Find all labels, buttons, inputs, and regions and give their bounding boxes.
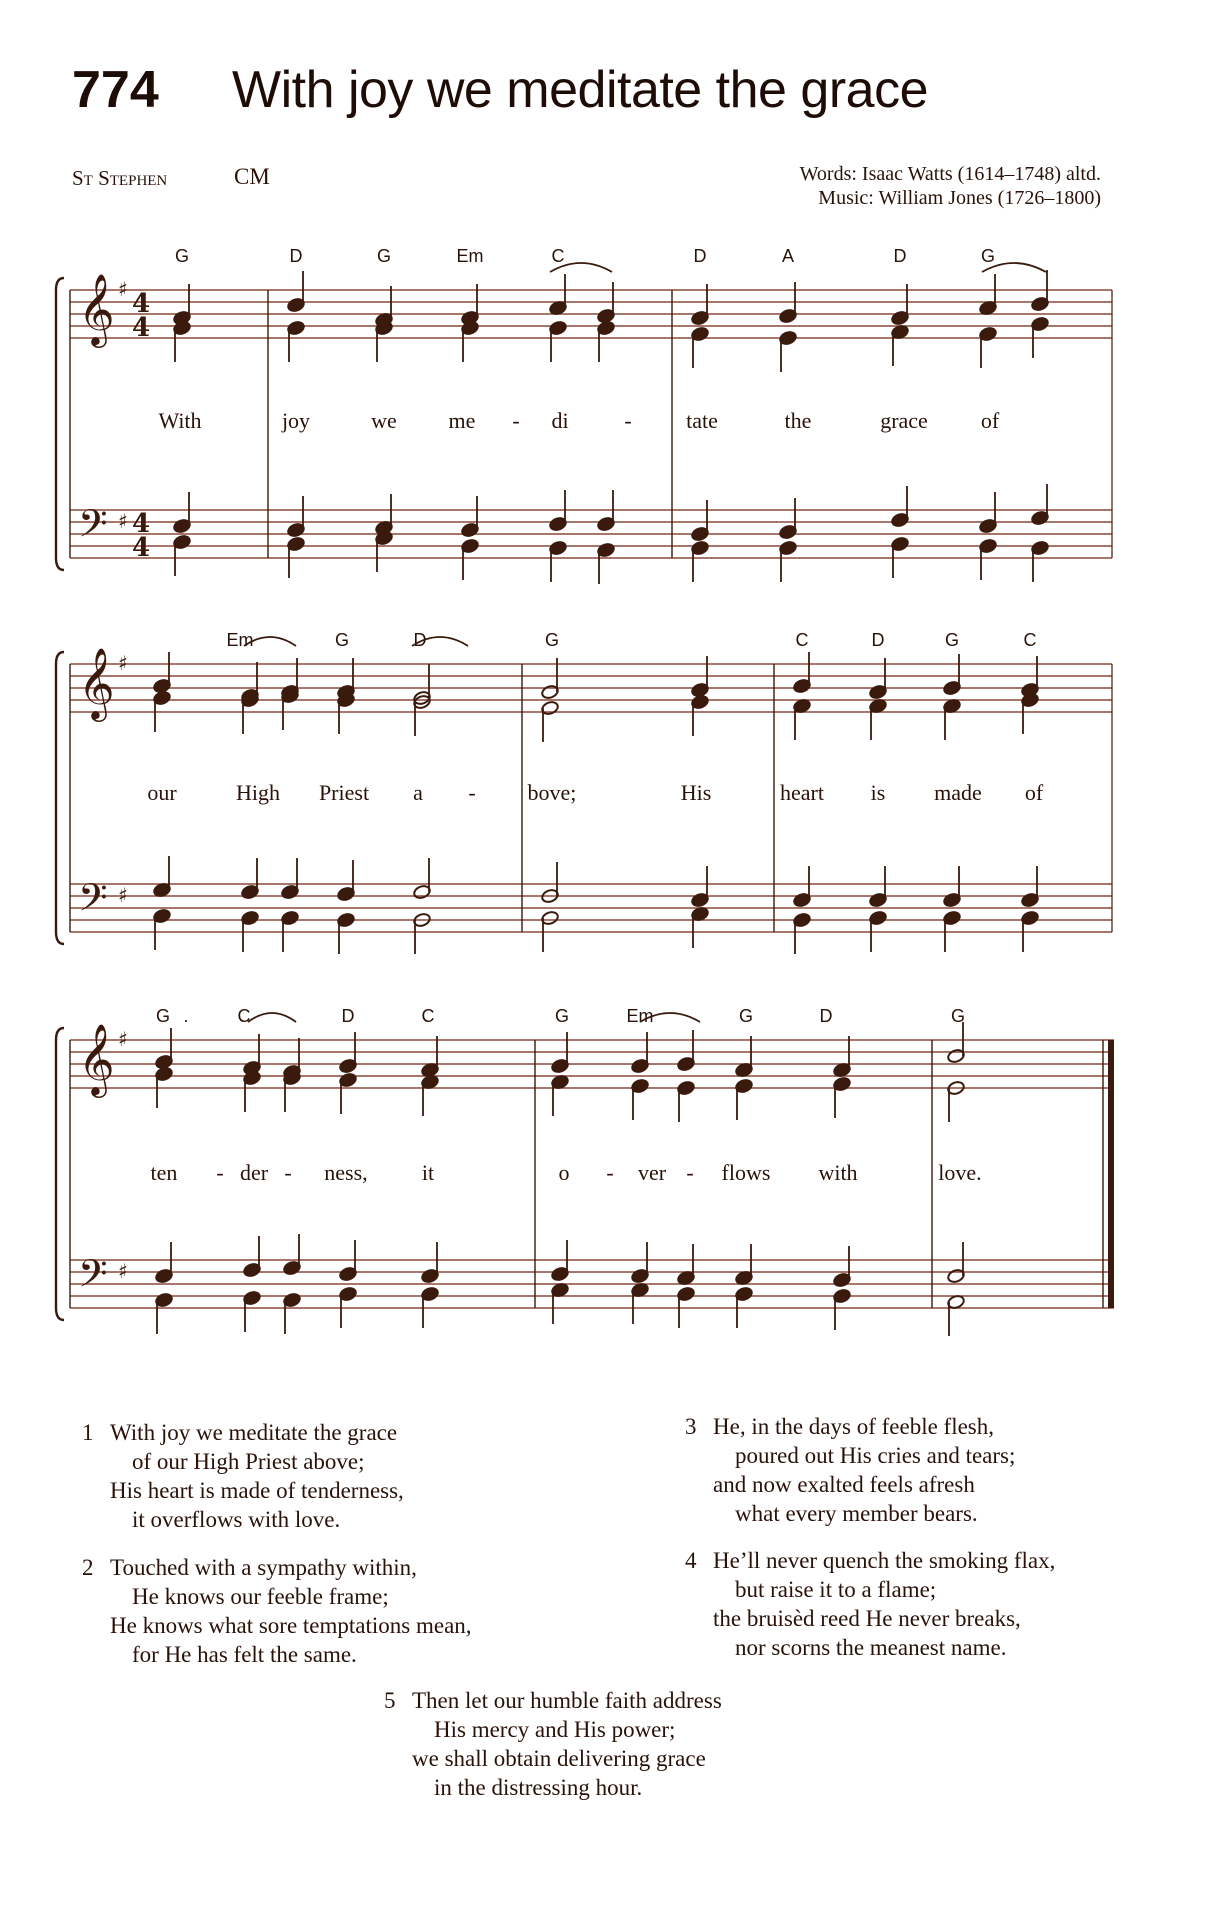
- verse-line: but raise it to a flame;: [735, 1577, 937, 1602]
- verse-line: of our High Priest above;: [132, 1449, 365, 1474]
- bass-clef-icon: 𝄢: [78, 1251, 108, 1305]
- chord-symbol: G: [980, 246, 996, 266]
- system-bracket: [56, 652, 64, 944]
- verse-line: poured out His cries and tears;: [735, 1443, 1016, 1468]
- chord-symbol: G: [334, 630, 350, 650]
- verse-line: His mercy and His power;: [434, 1717, 676, 1742]
- verse-line: He knows what sore temptations mean,: [110, 1613, 472, 1638]
- final-thick-barline: [1108, 1040, 1114, 1308]
- chord-symbol: C: [795, 630, 809, 650]
- meter: CM: [234, 164, 270, 189]
- verse-number: 5: [384, 1688, 396, 1713]
- verse-line: in the distressing hour.: [434, 1775, 643, 1800]
- verse-1: [82, 1418, 404, 1534]
- verse-line: He’ll never quench the smoking flax,: [713, 1548, 1056, 1573]
- verse-line: for He has felt the same.: [132, 1642, 357, 1667]
- treble-clef-icon: 𝄞: [78, 646, 115, 719]
- verse-line: Touched with a sympathy within,: [110, 1555, 417, 1580]
- verse-number: 3: [685, 1414, 697, 1439]
- verse-line: nor scorns the meanest name.: [735, 1635, 1007, 1660]
- music-credit: Music: William Jones (1726–1800): [818, 187, 1101, 209]
- time-signature: 4: [132, 313, 151, 343]
- chord-symbol: C: [551, 246, 565, 266]
- lyric-syllable: -: [512, 408, 520, 433]
- lyric-syllable: me: [448, 408, 476, 433]
- hymn-title: With joy we meditate the grace: [232, 61, 928, 119]
- chord-symbol: G: [950, 1006, 966, 1026]
- verse-line: His heart is made of tenderness,: [110, 1478, 404, 1503]
- verse-number: 1: [82, 1420, 94, 1445]
- verse-line: He, in the days of feeble flesh,: [713, 1414, 995, 1439]
- bass-clef-icon: 𝄢: [78, 501, 108, 555]
- chord-symbol: D: [819, 1006, 833, 1026]
- slur: [248, 1013, 296, 1022]
- verse-number: 2: [82, 1555, 94, 1580]
- chord-symbol: D: [871, 630, 885, 650]
- verse-4: [685, 1546, 1056, 1662]
- verse-line: what every member bears.: [735, 1501, 978, 1526]
- lyric-syllable: tate: [686, 408, 718, 433]
- chord-symbol: Em: [626, 1006, 654, 1026]
- verse-line: He knows our feeble frame;: [132, 1584, 389, 1609]
- lyric-syllable: is: [870, 780, 886, 805]
- verse-line: With joy we meditate the grace: [110, 1420, 398, 1445]
- system-bracket: [56, 1028, 64, 1320]
- key-signature-sharp-icon: ♯: [118, 883, 128, 907]
- lyric-syllable: ness,: [324, 1160, 368, 1185]
- treble-clef-icon: 𝄞: [78, 1022, 115, 1095]
- chord-symbol: C: [421, 1006, 435, 1026]
- lyric-syllable: High: [236, 780, 280, 805]
- key-signature-sharp-icon: ♯: [118, 509, 128, 533]
- lyric-syllable: of: [980, 408, 1000, 433]
- chord-symbol: D: [413, 630, 427, 650]
- lyric-syllable: -: [284, 1160, 292, 1185]
- lyric-syllable: a: [413, 780, 423, 805]
- lyric-syllable: -: [216, 1160, 224, 1185]
- verse-line: we shall obtain delivering grace: [412, 1746, 706, 1771]
- lyric-syllable: His: [680, 780, 712, 805]
- lyric-syllable: flows: [721, 1160, 771, 1185]
- treble-clef-icon: 𝄞: [78, 272, 115, 345]
- chord-symbol: D: [289, 246, 303, 266]
- lyric-syllable: we: [371, 408, 397, 433]
- chord-symbol: G: [544, 630, 560, 650]
- lyric-syllable: ten: [150, 1160, 178, 1185]
- chord-symbol: A: [781, 246, 795, 266]
- lyric-syllable: made: [934, 780, 982, 805]
- verse-line: and now exalted feels afresh: [713, 1472, 975, 1497]
- chord-symbol: G: [944, 630, 960, 650]
- key-signature-sharp-icon: ♯: [118, 1259, 128, 1283]
- verse-5: [384, 1686, 722, 1802]
- lyric-syllable: love.: [938, 1160, 982, 1185]
- lyric-syllable: bove;: [527, 780, 577, 805]
- chord-symbol: Em: [456, 246, 484, 266]
- lyric-syllable: joy: [281, 408, 311, 433]
- lyric-syllable: -: [468, 780, 476, 805]
- lyric-syllable: ver: [637, 1160, 667, 1185]
- verse-3: [685, 1412, 1016, 1528]
- chord-symbol: G: [376, 246, 392, 266]
- hymn-number: 774: [72, 61, 159, 119]
- chord-symbol: G: [155, 1006, 171, 1026]
- lyric-syllable: -: [686, 1160, 694, 1185]
- time-signature: 4: [132, 509, 151, 539]
- lyric-syllable: our: [147, 780, 177, 805]
- key-signature-sharp-icon: ♯: [118, 277, 128, 301]
- chord-symbol: .: [183, 1006, 189, 1026]
- time-signature: 4: [132, 533, 151, 563]
- chord-symbol: Em: [226, 630, 254, 650]
- lyric-syllable: of: [1024, 780, 1044, 805]
- key-signature-sharp-icon: ♯: [118, 651, 128, 675]
- lyric-syllable: -: [624, 408, 632, 433]
- lyric-syllable: it: [421, 1160, 435, 1185]
- chord-symbol: D: [693, 246, 707, 266]
- verse-2: [82, 1553, 472, 1669]
- verse-line: Then let our humble faith address: [412, 1688, 722, 1713]
- lyric-syllable: With: [158, 408, 202, 433]
- lyric-syllable: the: [784, 408, 812, 433]
- chord-symbol: G: [174, 246, 190, 266]
- lyric-syllable: Priest: [318, 780, 370, 805]
- bass-clef-icon: 𝄢: [78, 875, 108, 929]
- chord-symbol: G: [554, 1006, 570, 1026]
- system-bracket: [56, 278, 64, 570]
- chord-symbol: D: [893, 246, 907, 266]
- lyric-syllable: di: [551, 408, 569, 433]
- chord-symbol: D: [341, 1006, 355, 1026]
- lyric-syllable: -: [606, 1160, 614, 1185]
- verse-number: 4: [685, 1548, 697, 1573]
- words-credit: Words: Isaac Watts (1614–1748) altd.: [799, 163, 1101, 185]
- lyric-syllable: with: [818, 1160, 858, 1185]
- key-signature-sharp-icon: ♯: [118, 1027, 128, 1051]
- chord-symbol: C: [1023, 630, 1037, 650]
- tune-name: St Stephen: [72, 166, 168, 190]
- chord-symbol: C: [237, 1006, 251, 1026]
- lyric-syllable: der: [239, 1160, 269, 1185]
- verse-line: it overflows with love.: [132, 1507, 341, 1532]
- verse-line: the bruisèd reed He never breaks,: [713, 1606, 1021, 1631]
- lyric-syllable: heart: [780, 780, 824, 805]
- chord-symbol: G: [738, 1006, 754, 1026]
- lyric-syllable: o: [558, 1160, 570, 1185]
- time-signature: 4: [132, 289, 151, 319]
- lyric-syllable: grace: [880, 408, 928, 433]
